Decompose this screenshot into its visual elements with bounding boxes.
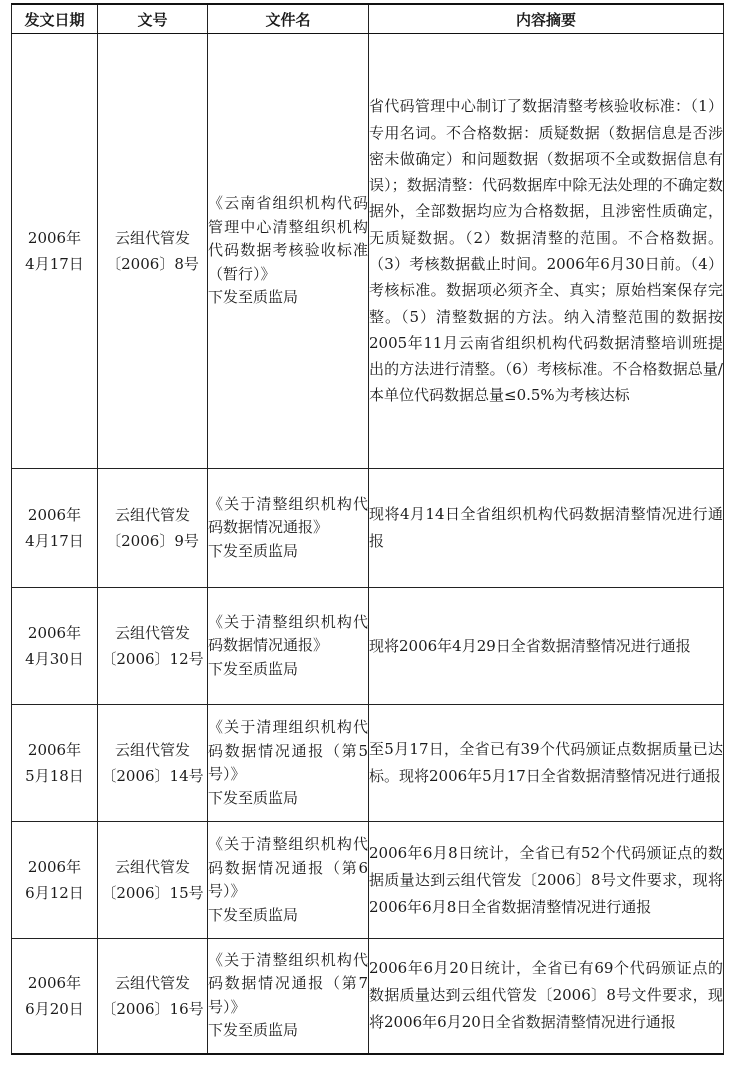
document-table xyxy=(11,3,724,1055)
date-year: 2006年 xyxy=(27,624,82,642)
file-title: 《关于清整组织机构代码数据情况通报》 xyxy=(208,612,368,655)
file-issuer: 下发至质监局 xyxy=(208,905,299,924)
date-cell xyxy=(12,822,98,939)
file-title: 《关于清整组织机构代码数据情况通报（第6号）》 xyxy=(208,835,368,900)
date-cell xyxy=(12,588,98,705)
date-day: 6月20日 xyxy=(25,999,84,1018)
table-row xyxy=(12,939,724,1054)
table-row xyxy=(12,34,724,469)
file-name-cell xyxy=(208,822,369,939)
file-name-cell xyxy=(208,469,369,588)
file-title: 《关于清整组织机构代码数据情况通报》 xyxy=(208,494,368,537)
table-row xyxy=(12,705,724,822)
file-title: 《关于清理组织机构代码数据情况通报（第5号）》 xyxy=(208,718,368,783)
file-issuer: 下发至质监局 xyxy=(208,1021,299,1040)
date-day: 6月12日 xyxy=(25,884,84,902)
date-year: 2006年 xyxy=(27,506,82,524)
summary-cell: 至5月17日，全省已有39个代码颁证点数据质量已达标。现将2006年5月17日全省数据清整情况进行通报 xyxy=(369,705,724,822)
doc-number-cell: 云组代管发〔2006〕9号 xyxy=(98,469,208,588)
header-file-name: 文件名 xyxy=(208,4,369,34)
doc-number-cell: 云组代管发〔2006〕12号 xyxy=(98,588,208,705)
date-day: 4月17日 xyxy=(25,255,84,273)
file-name-cell xyxy=(208,939,369,1054)
file-issuer: 下发至质监局 xyxy=(208,659,299,678)
date-day: 5月18日 xyxy=(25,767,84,785)
file-name-cell xyxy=(208,34,369,469)
header-doc-number: 文号 xyxy=(98,4,208,34)
file-issuer: 下发至质监局 xyxy=(208,541,299,560)
file-issuer: 下发至质监局 xyxy=(208,788,299,807)
file-title: 《云南省组织机构代码管理中心清整组织机构代码数据考核验收标准（暂行）》 xyxy=(208,194,368,283)
file-issuer: 下发至质监局 xyxy=(208,288,299,307)
file-name-cell xyxy=(208,705,369,822)
date-cell xyxy=(12,34,98,469)
summary-cell: 2006年6月8日统计，全省已有52个代码颁证点的数据质量达到云组代管发〔2006〕8号文件要求，现将2006年6月8日全省数据清整情况进行通报 xyxy=(369,822,724,939)
date-day: 4月17日 xyxy=(25,532,84,550)
doc-number-cell: 云组代管发〔2006〕16号 xyxy=(98,939,208,1054)
date-cell xyxy=(12,705,98,822)
table-header-row xyxy=(12,4,724,34)
header-summary: 内容摘要 xyxy=(369,4,724,34)
date-year: 2006年 xyxy=(27,229,82,247)
table-row xyxy=(12,469,724,588)
date-cell xyxy=(12,469,98,588)
table-row xyxy=(12,588,724,705)
file-title: 《关于清整组织机构代码数据情况通报（第7号）》 xyxy=(208,950,368,1016)
table-row xyxy=(12,822,724,939)
summary-cell: 省代码管理中心制订了数据清整考核验收标准：（1）专用名词。不合格数据：质疑数据（数据信息是否涉密未做确定）和问题数据（数据项不全或数据信息有误）；数据清整：代码数据库中除无法处理的不确定数据外，全部数据均应为合格数据，且涉密性质确定，无质疑数据。（2）数据清整的范围。不合格数据。（3）考核数据截止时间。2006年6月30日前。（4）考核标准。数据项必须齐全、真实；原始档案保存完整。（5）清整数据的方法。纳入清整范围的数据按2005年11月云南省组织机构代码数据清整培训班提出的方法进行清整。（6）考核标准。不合格数据总量/本单位代码数据总量≤0.5%为考核达标 xyxy=(369,34,724,469)
date-day: 4月30日 xyxy=(25,650,84,668)
doc-number-cell: 云组代管发〔2006〕14号 xyxy=(98,705,208,822)
date-year: 2006年 xyxy=(27,973,82,992)
summary-cell: 2006年6月20日统计，全省已有69个代码颁证点的数据质量达到云组代管发〔2006〕8号文件要求，现将2006年6月20日全省数据清整情况进行通报 xyxy=(369,939,724,1054)
doc-number-cell: 云组代管发〔2006〕15号 xyxy=(98,822,208,939)
header-date: 发文日期 xyxy=(12,4,98,34)
doc-number-cell: 云组代管发〔2006〕8号 xyxy=(98,34,208,469)
date-cell xyxy=(12,939,98,1054)
summary-cell: 现将2006年4月29日全省数据清整情况进行通报 xyxy=(369,588,724,705)
date-year: 2006年 xyxy=(27,858,82,876)
file-name-cell xyxy=(208,588,369,705)
date-year: 2006年 xyxy=(27,741,82,759)
summary-cell: 现将4月14日全省组织机构代码数据清整情况进行通报 xyxy=(369,469,724,588)
